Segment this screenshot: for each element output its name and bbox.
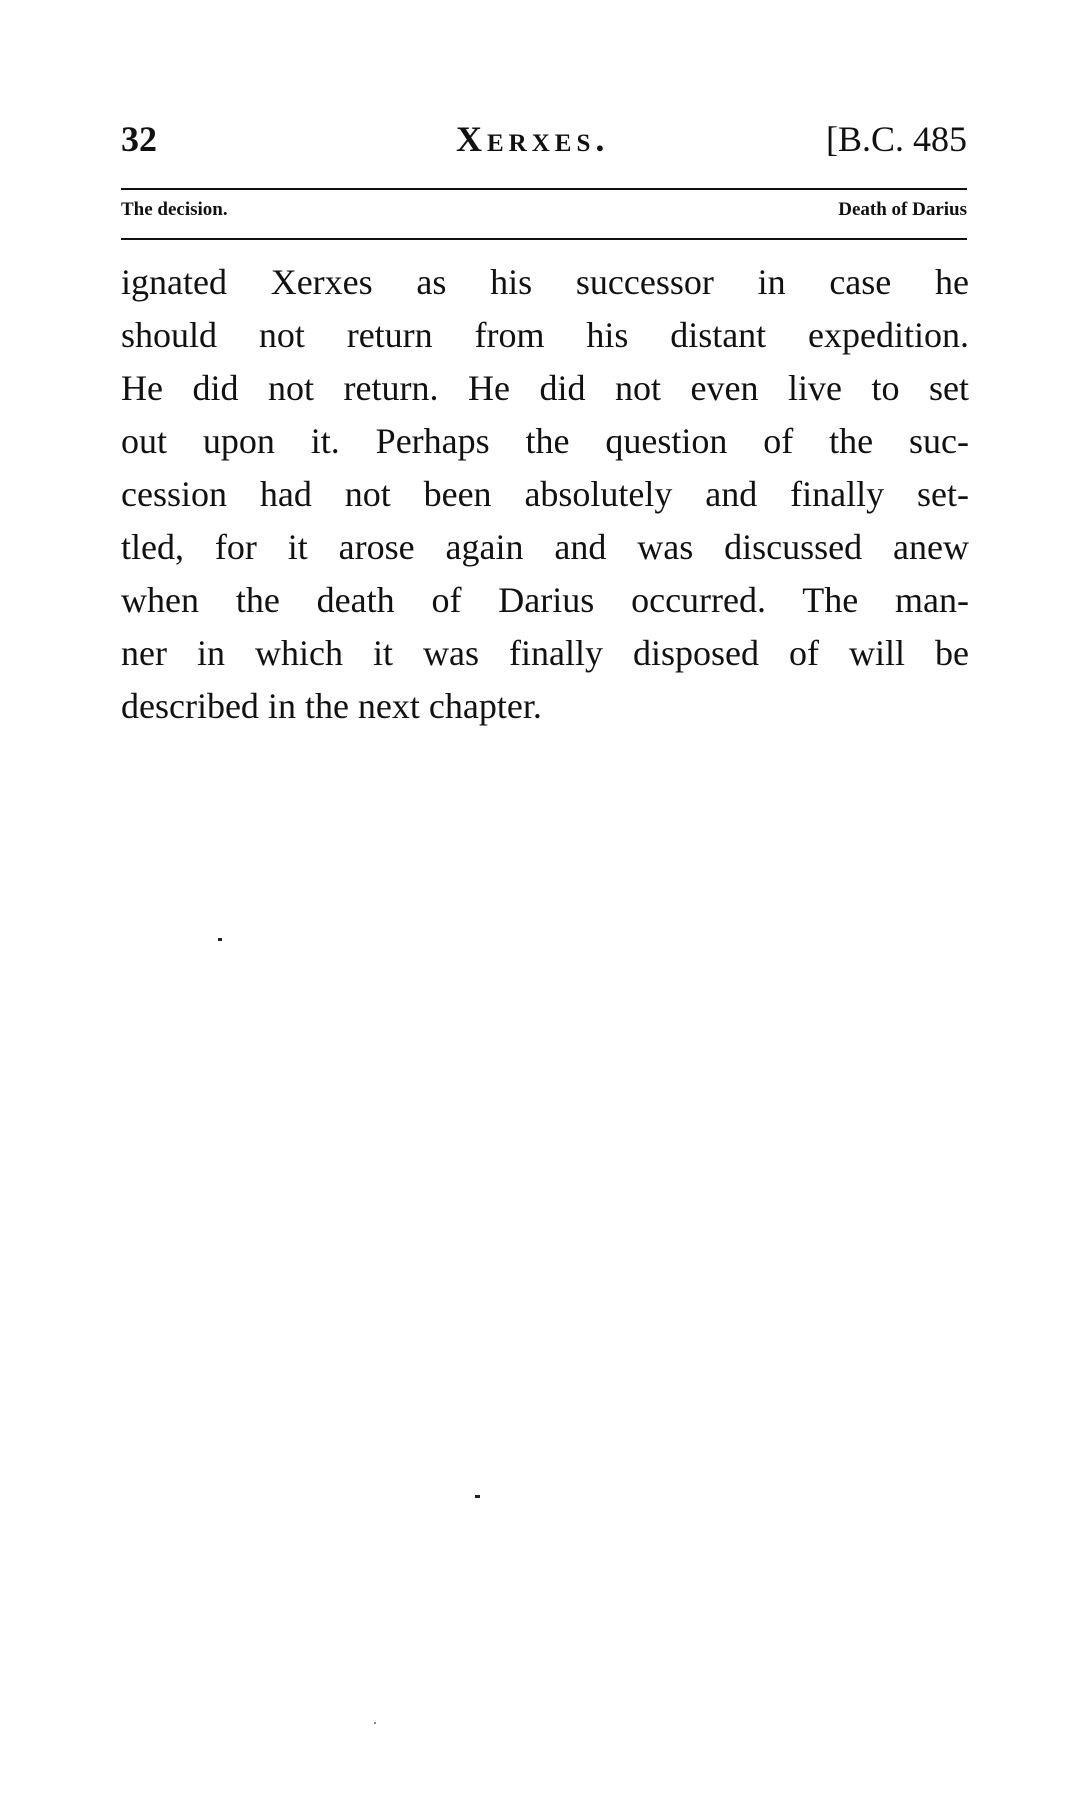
text-line: described in the next chapter. (121, 686, 542, 726)
text-line: tled, for it arose again and was discussed anew (121, 527, 969, 567)
text-line: when the death of Darius occurred. The man- (121, 580, 969, 620)
header-rule-bottom (121, 238, 967, 240)
date-range: [B.C. 485 (825, 119, 967, 159)
text-line: out upon it. Perhaps the question of the suc- (121, 421, 969, 461)
header-rule-top (121, 188, 967, 190)
running-title: Xerxes. (456, 119, 610, 159)
text-line: should not return from his distant expedition. (121, 315, 969, 355)
side-note-right: Death of Darius (838, 199, 967, 220)
text-line: cession had not been absolutely and finally set- (121, 474, 969, 514)
text-line: ner in which it was finally disposed of will be (121, 633, 969, 673)
scan-speck (475, 1495, 480, 1498)
running-head (121, 118, 967, 168)
side-notes (121, 199, 967, 229)
scan-speck (374, 1722, 376, 1724)
text-line: He did not return. He did not even live to set (121, 368, 969, 408)
scan-speck (218, 938, 222, 941)
body-text (121, 256, 969, 733)
text-line: ignated Xerxes as his successor in case he (121, 262, 969, 302)
side-note-left: The decision. (121, 199, 228, 220)
page-number: 32 (121, 119, 157, 159)
